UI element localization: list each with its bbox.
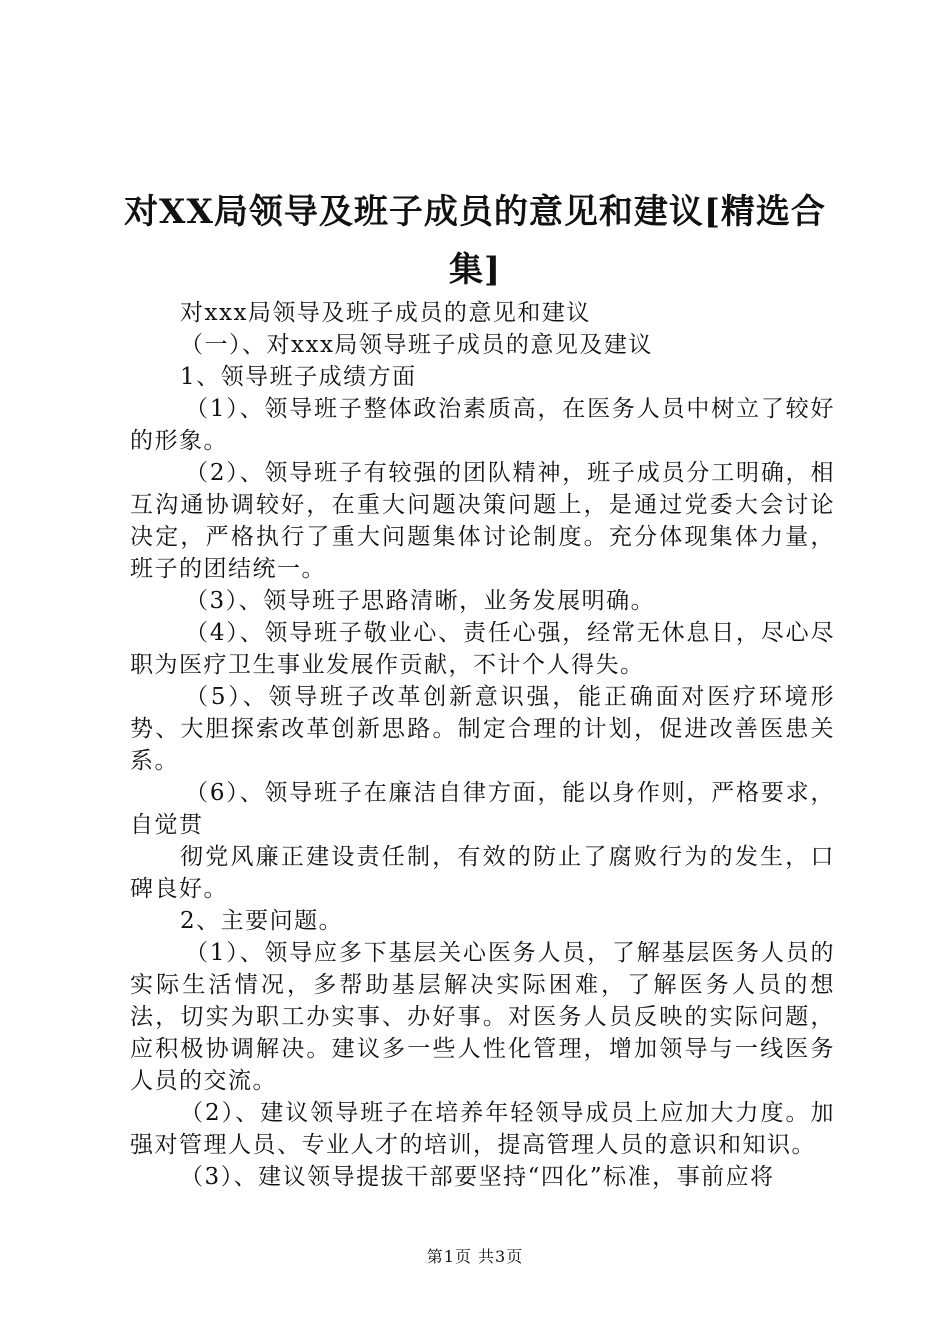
paragraph: （6）、领导班子在廉洁自律方面，能以身作则，严格要求，自觉贯 [130,780,835,838]
paragraph: （一）、对xxx局领导班子成员的意见及建议 [180,332,653,358]
paragraph: （3）、领导班子思路清晰，业务发展明确。 [185,588,656,614]
paragraph: 1、领导班子成绩方面 [180,364,417,390]
paragraph: 彻党风廉正建设责任制，有效的防止了腐败行为的发生，口碑良好。 [130,844,835,902]
paragraph: （3）、建议领导提拔干部要坚持“四化”标准，事前应将 [180,1164,775,1190]
page-footer: 第1页 共3页 [426,1247,524,1266]
paragraph: （2）、建议领导班子在培养年轻领导成员上应加大力度。加强对管理人员、专业人才的培训，提高管理人员的意识和知识。 [130,1100,835,1158]
paragraph: （5）、领导班子改革创新意识强，能正确面对医疗环境形势、大胆探索改革创新思路。制定合理的计划，促进改善医患关系。 [130,684,835,774]
paragraph: （1）、领导应多下基层关心医务人员，了解基层医务人员的实际生活情况，多帮助基层解决实际困难，了解医务人员的想法，切实为职工办实事、办好事。对医务人员反映的实际问题，应积极协调解决。建议多一些人性化管理，增加领导与一线医务人员的交流。 [130,940,835,1094]
document-title: 对XX局领导及班子成员的意见和建议[精选合集] [124,192,826,290]
paragraph: 对xxx局领导及班子成员的意见和建议 [180,300,591,326]
document-body [130,297,835,1193]
paragraph: （1）、领导班子整体政治素质高，在医务人员中树立了较好的形象。 [130,396,835,454]
paragraph: （2）、领导班子有较强的团队精神，班子成员分工明确，相互沟通协调较好，在重大问题决策问题上，是通过党委大会讨论决定，严格执行了重大问题集体讨论制度。充分体现集体力量，班子的团结统一。 [130,460,835,582]
paragraph: 2、主要问题。 [180,908,344,934]
paragraph: （4）、领导班子敬业心、责任心强，经常无休息日，尽心尽职为医疗卫生事业发展作贡献，不计个人得失。 [130,620,835,678]
